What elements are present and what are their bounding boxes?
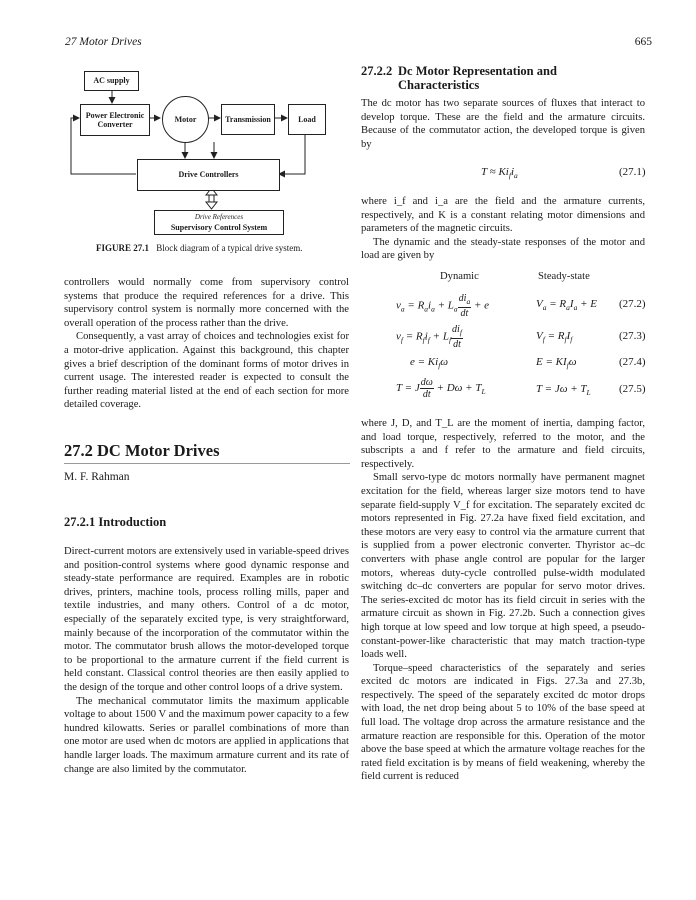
equation-number: (27.1) (619, 166, 646, 178)
paragraph: Torque–speed characteristics of the separately and series excited dc motors are indicated in Figs. 27.3a and 27.3b, respectively. The speed of the separately excited dc motor drops with load, the net drop being about 5 to 10% of the base speed at full load. The voltage drop across the armature resistance and the armature reaction are responsible for this. Operation of the motor above the base speed at which the armature voltage reaches for the rated field excitation is by means of field weakening, whereby the field current is reduced (361, 662, 645, 783)
paragraph: Direct-current motors are extensively used in variable-speed drives and position-control systems where good dynamic response and steady-state performance are required. Examples are in robotic drives, printers, machine tools, process rolling mills, paper and textile industries, and many others. Control of a dc motor, especially of the separately excited type, is very straightforward, mainly because of the incorporation of the commutator within the motor. The commutator brush allows the motor-developed torque to be proportional to the armature current if the field current is held constant. Classical control theories are then easily applied to the design of the torque and other control loops of a drive system. (64, 546, 349, 693)
power-electronic-converter-box (80, 104, 150, 136)
supervisory-control-box (154, 210, 284, 235)
page-number: 665 (634, 36, 652, 48)
section-divider (64, 463, 350, 464)
equation-27-1: $T \approx Ki_fi_a$ (481, 166, 518, 181)
equation-27-3-steady: $V_f = R_fI_f$ (536, 330, 573, 345)
equation-number: (27.5) (619, 383, 646, 395)
running-header-chapter: 27 Motor Drives (65, 36, 142, 48)
supervisory-label: Supervisory Control System (170, 222, 268, 232)
equation-27-3-dynamic: $v_f = R_fi_f + L_f$ $\frac{di_f}{dt}$ (396, 324, 462, 350)
right-column-bottom (361, 417, 645, 784)
motor-label: Motor (174, 114, 197, 124)
left-column-bottom (64, 545, 349, 776)
drive-controllers-box (137, 159, 280, 191)
motor-circle (162, 96, 209, 143)
paragraph: Consequently, a vast array of choices and technologies exist for a motor-drive application. Against this background, this chapter gives a brief description of the dominant forms of motor drives in current usage. The interested reader is expected to consult the further reading material listed at the end of each section for more detailed coverage. (64, 331, 349, 411)
transmission-box (221, 104, 275, 135)
figure-caption (96, 243, 302, 253)
equation-27-2-dynamic: $v_a = R_ai_a + L_a$ $\frac{di_a}{dt}$ + e (396, 293, 489, 319)
paragraph: where J, D, and T_L are the moment of inertia, damping factor, and load torque, respectively, referred to the motor, and the subscripts a and f refer to the armature and field circuits, respectively. (361, 418, 645, 470)
drive-controllers-label: Drive Controllers (178, 170, 239, 180)
load-box (288, 104, 326, 135)
equation-27-2-steady: $V_a = R_aI_a + E$ (536, 298, 597, 313)
transmission-label: Transmission (225, 114, 271, 124)
section-title: 27.2 DC Motor Drives (64, 441, 220, 460)
equation-number: (27.2) (619, 298, 646, 310)
figure-label: FIGURE 27.1 (96, 243, 150, 253)
ac-supply-label: AC supply (93, 76, 130, 86)
paragraph: The mechanical commutator limits the maximum applicable voltage to about 1500 V and the maximum power capacity to a few hundred kilowatts. Series or parallel combinations of more than one motor are used when dc motors are applied in applications that handle larger loads. The maximum armature current and its rate of change are also limited by the commutator. (64, 695, 349, 775)
column-heading-dynamic: Dynamic (440, 271, 479, 282)
author: M. F. Rahman (64, 471, 130, 483)
equation-27-4-steady: $E = KI_f\omega$ (536, 356, 577, 371)
subsection-number: 27.2.2 (361, 64, 393, 78)
equation-27-5-dynamic: T = J $\frac{d\omega}{dt}$ + $D\omega + T_L$ (396, 377, 486, 400)
paragraph: The dc motor has two separate sources of fluxes that interact to develop torque. These are the field and the armature circuits. Because of the commutator action, the developed torque is given by (361, 98, 645, 150)
drive-references-label: Drive References (194, 213, 244, 221)
right-column-intro (361, 97, 645, 151)
subsection-title: 27.2.1 Introduction (64, 515, 167, 529)
paragraph: Small servo-type dc motors normally have permanent magnet excitation for the field, whereas larger size motors tend to have separate field-supply V_f for excitation. The separately excited dc motors represented in Fig. 27.2a have fixed field excitation, and these motors are very easy to control via the armature current that is supplied from a power electronic converter. Thyristor ac–dc converters with phase angle control are popular for the larger motors, whereas duty-cycle controlled pulse-width modulated switching dc–dc converters are popular for servo motor drives. The series-excited dc motor has its field circuit in series with the armature circuit as shown in Fig. 27.2b. Such a connection gives high torque at low speed and low torque at high speed, a pseudo-constant-power-like characteristic that may match traction-type loads well. (361, 472, 645, 661)
paragraph: controllers would normally come from supervisory control systems that produce the required references for a drive. This supervisory control system is normally more concerned with the overall operation of the process rather than the drive. (64, 277, 349, 329)
load-label: Load (298, 114, 316, 124)
paragraph: where i_f and i_a are the field and the armature currents, respectively, and K is a constant relating motor dimensions and parameters of the magnetic circuits. (361, 196, 645, 235)
equation-27-4-dynamic: $e = Ki_f\omega$ (410, 356, 449, 371)
subsection-title: Dc Motor Representation and Characteristics (398, 64, 557, 92)
paragraph: The dynamic and the steady-state responses of the motor and load are given by (361, 236, 645, 262)
converter-label: Power Electronic Converter (85, 110, 145, 129)
equation-27-5-steady: $T = J\omega + T_L$ (536, 383, 591, 398)
right-column-middle (361, 195, 645, 263)
ac-supply-box (84, 71, 139, 91)
equation-number: (27.3) (619, 330, 646, 342)
equation-text: T ≈ Ki (481, 166, 509, 178)
figure-caption-text: Block diagram of a typical drive system. (156, 243, 303, 253)
column-heading-steady-state: Steady-state (538, 271, 590, 282)
equation-number: (27.4) (619, 356, 646, 368)
left-column-top (64, 276, 349, 412)
